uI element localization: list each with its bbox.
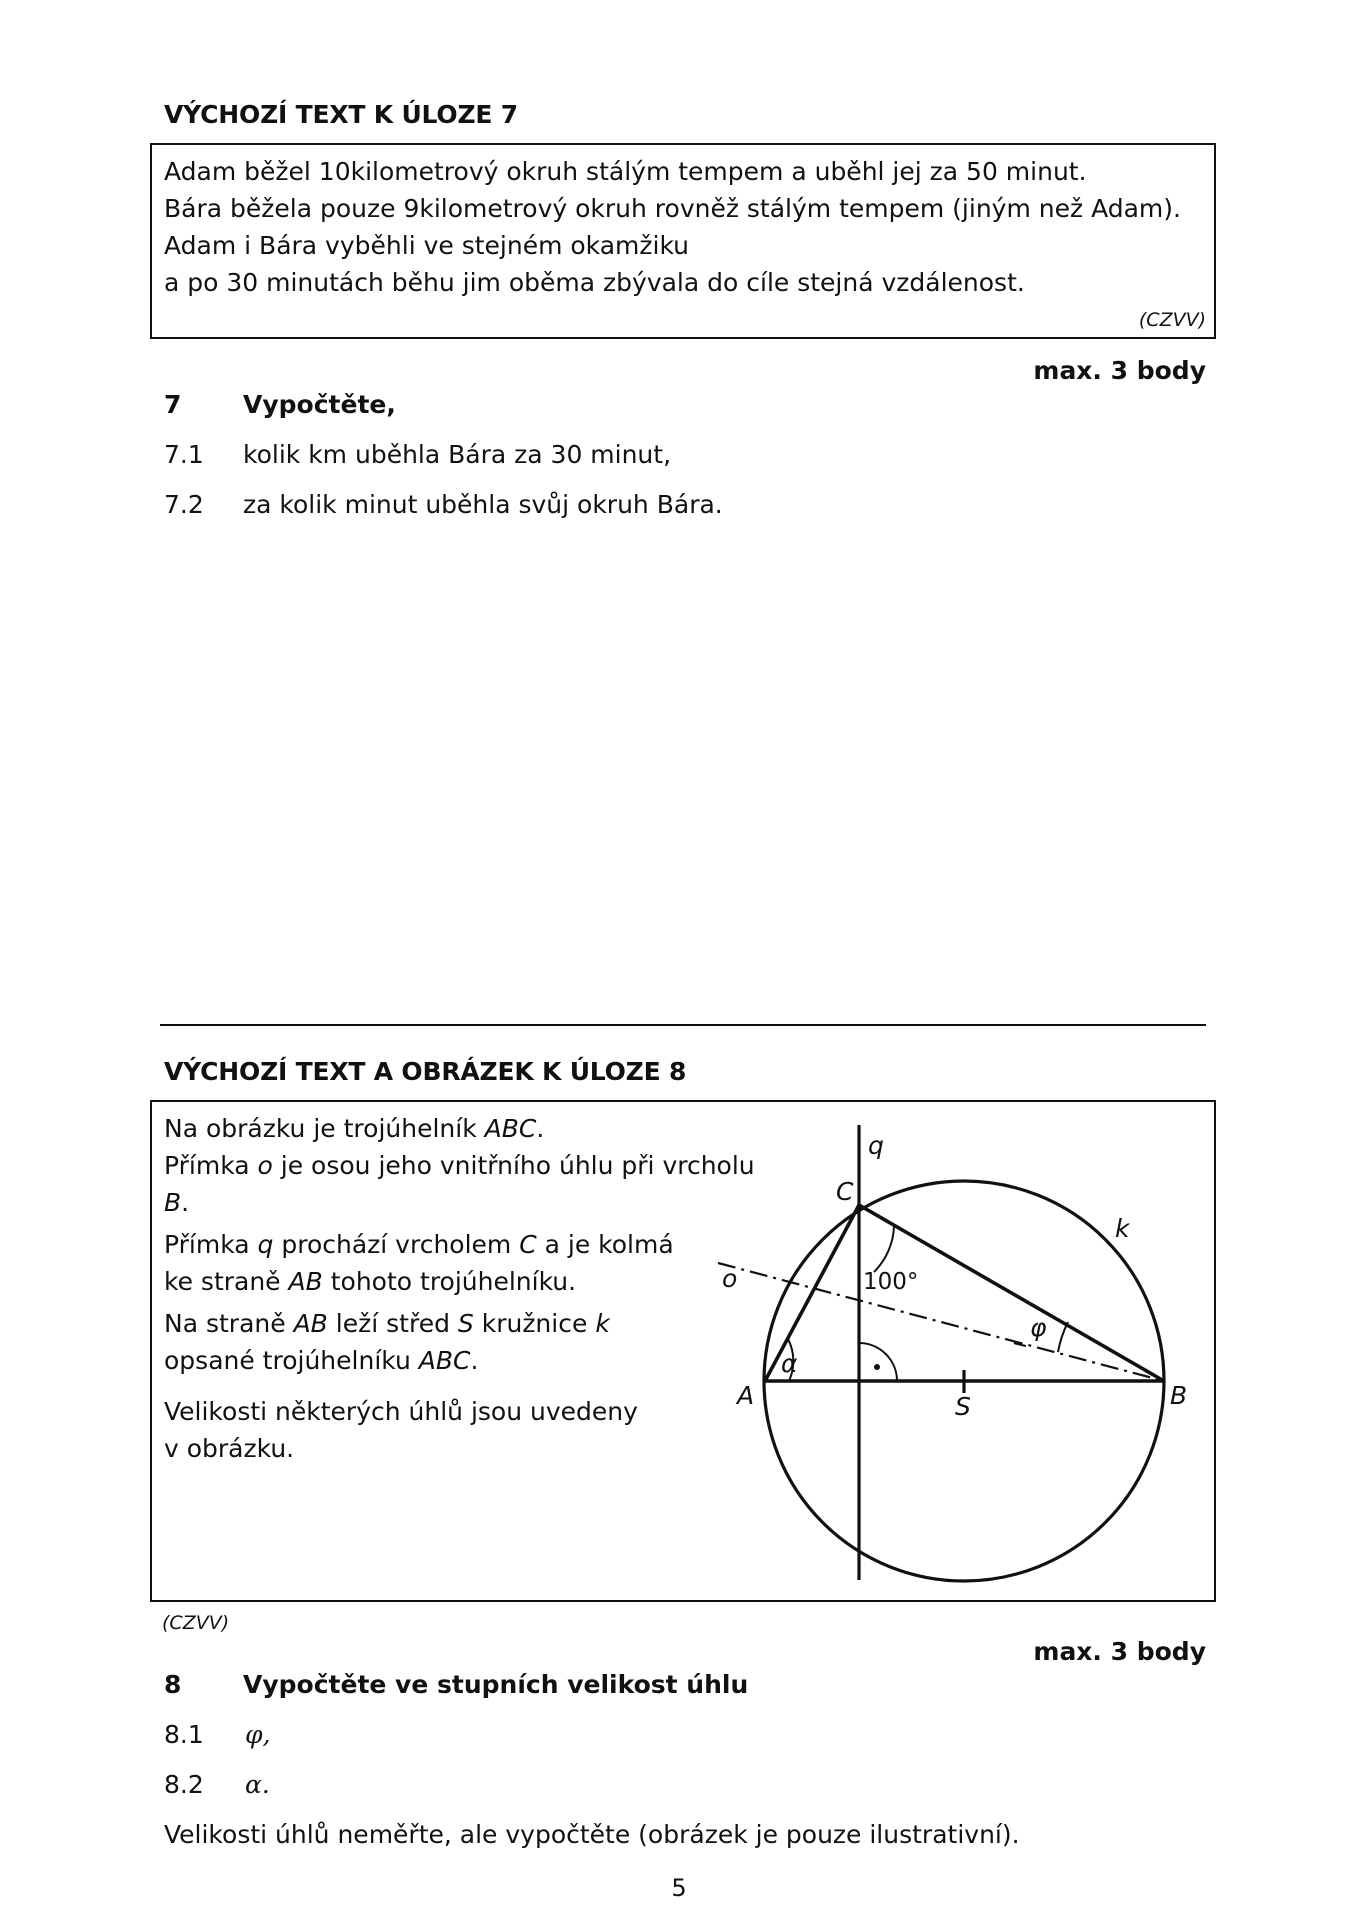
- task8-line-7: Velikosti některých úhlů jsou uvedeny: [164, 1397, 638, 1426]
- side-AC: [765, 1205, 859, 1381]
- task8-line-4: ke straně AB tohoto trojúhelníku.: [164, 1267, 577, 1296]
- task8-title: Vypočtěte ve stupních velikost úhlu: [243, 1670, 749, 1699]
- task8-line-3: Přímka q prochází vrcholem C a je kolmá: [164, 1230, 674, 1259]
- task8-item-1-text: φ,: [245, 1720, 271, 1749]
- label-q: q: [868, 1131, 884, 1160]
- right-angle-dot: [874, 1364, 880, 1370]
- task7-item-1-text: kolik km uběhla Bára za 30 minut,: [243, 440, 672, 469]
- task8-note: Velikosti úhlů neměřte, ale vypočtěte (obrázek je pouze ilustrativní).: [164, 1820, 1020, 1849]
- task7-item-2-number: 7.2: [164, 490, 204, 519]
- task8-line-5: Na straně AB leží střed S kružnice k: [164, 1309, 610, 1338]
- task7-item-2-text: za kolik minut uběhla svůj okruh Bára.: [243, 490, 723, 519]
- task8-item-1-number: 8.1: [164, 1720, 204, 1749]
- label-S: S: [955, 1392, 971, 1421]
- label-C: C: [836, 1177, 854, 1206]
- label-o: o: [722, 1264, 738, 1293]
- task7-line-3: Adam i Bára vyběhli ve stejném okamžiku: [164, 231, 690, 260]
- task7-title: Vypočtěte,: [243, 390, 396, 419]
- task7-line-1: Adam běžel 10kilometrový okruh stálým tempem a uběhl jej za 50 minut.: [164, 157, 1087, 186]
- task8-item-2-text: α.: [245, 1770, 270, 1799]
- task8-number: 8: [164, 1670, 182, 1699]
- task8-line-1: Na obrázku je trojúhelník ABC.: [164, 1114, 545, 1143]
- label-angle-100: 100°: [863, 1269, 919, 1295]
- task8-line-2: Přímka o je osou jeho vnitřního úhlu při vrcholu B.: [164, 1151, 755, 1217]
- task8-line-8: v obrázku.: [164, 1434, 295, 1463]
- label-k: k: [1115, 1214, 1130, 1243]
- task7-source: (CZVV): [1138, 309, 1206, 331]
- task8-source: (CZVV): [162, 1612, 230, 1634]
- label-phi: φ: [1030, 1313, 1047, 1342]
- label-A: A: [737, 1381, 755, 1410]
- task8-line-6: opsané trojúhelníku ABC.: [164, 1346, 479, 1375]
- page-number: 5: [671, 1874, 687, 1902]
- task7-line-2: Bára běžela pouze 9kilometrový okruh rovněž stálým tempem (jiným než Adam).: [164, 194, 1181, 223]
- task7-number: 7: [164, 390, 182, 419]
- task7-line-4: a po 30 minutách běhu jim oběma zbývala do cíle stejná vzdálenost.: [164, 268, 1025, 297]
- task8-points: max. 3 body: [1033, 1637, 1206, 1666]
- arc-100: [874, 1226, 894, 1272]
- task8-item-2-number: 8.2: [164, 1770, 204, 1799]
- arc-phi-outer: [1058, 1322, 1068, 1352]
- label-B: B: [1170, 1381, 1188, 1410]
- task7-points: max. 3 body: [1033, 356, 1206, 385]
- task7-item-1-number: 7.1: [164, 440, 204, 469]
- task7-heading: VÝCHOZÍ TEXT K ÚLOZE 7: [164, 100, 518, 129]
- task8-heading: VÝCHOZÍ TEXT A OBRÁZEK K ÚLOZE 8: [164, 1057, 687, 1086]
- label-alpha: α: [781, 1349, 798, 1378]
- arc-right-angle: [859, 1343, 897, 1381]
